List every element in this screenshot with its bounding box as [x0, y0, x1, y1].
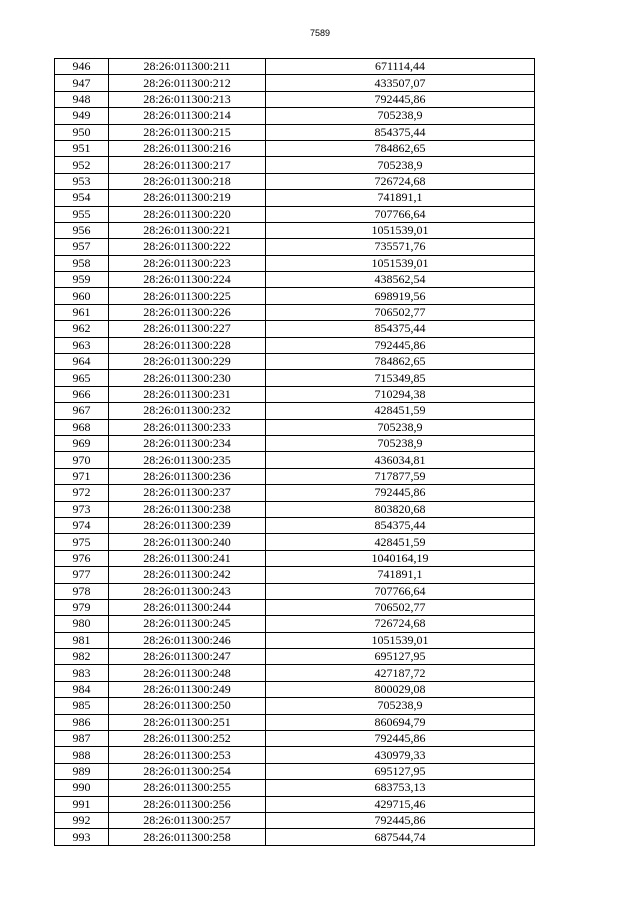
cadastral-number-cell: 28:26:011300:235 [109, 452, 266, 468]
row-number-cell: 975 [55, 534, 109, 550]
cadastral-number-cell: 28:26:011300:253 [109, 747, 266, 763]
row-number-cell: 990 [55, 780, 109, 796]
table-row [55, 222, 535, 238]
table-row [55, 370, 535, 386]
cadastral-value-cell: 735571,76 [266, 239, 535, 255]
table-row [55, 780, 535, 796]
table-row [55, 435, 535, 451]
cadastral-value-cell: 705238,9 [266, 698, 535, 714]
cadastral-number-cell: 28:26:011300:245 [109, 616, 266, 632]
table-row [55, 812, 535, 828]
table-row [55, 419, 535, 435]
cadastral-number-cell: 28:26:011300:249 [109, 681, 266, 697]
cadastral-number-cell: 28:26:011300:219 [109, 190, 266, 206]
cadastral-value-cell: 695127,95 [266, 649, 535, 665]
cadastral-number-cell: 28:26:011300:215 [109, 124, 266, 140]
cadastral-number-cell: 28:26:011300:229 [109, 354, 266, 370]
table-row [55, 452, 535, 468]
row-number-cell: 974 [55, 517, 109, 533]
table-row [55, 386, 535, 402]
row-number-cell: 962 [55, 321, 109, 337]
row-number-cell: 968 [55, 419, 109, 435]
cadastral-number-cell: 28:26:011300:257 [109, 812, 266, 828]
table-row [55, 550, 535, 566]
cadastral-number-cell: 28:26:011300:246 [109, 632, 266, 648]
table-row [55, 304, 535, 320]
row-number-cell: 949 [55, 108, 109, 124]
cadastral-number-cell: 28:26:011300:226 [109, 304, 266, 320]
cadastral-value-cell: 784862,65 [266, 140, 535, 156]
cadastral-value-cell: 427187,72 [266, 665, 535, 681]
cadastral-number-cell: 28:26:011300:213 [109, 91, 266, 107]
cadastral-number-cell: 28:26:011300:221 [109, 222, 266, 238]
cadastral-number-cell: 28:26:011300:250 [109, 698, 266, 714]
cadastral-number-cell: 28:26:011300:244 [109, 599, 266, 615]
cadastral-number-cell: 28:26:011300:232 [109, 403, 266, 419]
cadastral-number-cell: 28:26:011300:230 [109, 370, 266, 386]
cadastral-value-table [54, 58, 535, 846]
cadastral-number-cell: 28:26:011300:255 [109, 780, 266, 796]
cadastral-value-cell: 726724,68 [266, 173, 535, 189]
table-row [55, 665, 535, 681]
cadastral-number-cell: 28:26:011300:236 [109, 468, 266, 484]
table-row [55, 599, 535, 615]
cadastral-number-cell: 28:26:011300:233 [109, 419, 266, 435]
table-row [55, 140, 535, 156]
cadastral-number-cell: 28:26:011300:240 [109, 534, 266, 550]
cadastral-value-cell: 1040164,19 [266, 550, 535, 566]
table-row [55, 534, 535, 550]
table-row [55, 59, 535, 75]
table-row [55, 681, 535, 697]
cadastral-number-cell: 28:26:011300:234 [109, 435, 266, 451]
cadastral-value-cell: 800029,08 [266, 681, 535, 697]
cadastral-number-cell: 28:26:011300:214 [109, 108, 266, 124]
cadastral-number-cell: 28:26:011300:242 [109, 567, 266, 583]
row-number-cell: 972 [55, 485, 109, 501]
cadastral-number-cell: 28:26:011300:254 [109, 763, 266, 779]
cadastral-value-cell: 695127,95 [266, 763, 535, 779]
cadastral-value-cell: 792445,86 [266, 485, 535, 501]
cadastral-value-cell: 428451,59 [266, 403, 535, 419]
cadastral-value-cell: 792445,86 [266, 91, 535, 107]
table-row [55, 829, 535, 845]
table-row [55, 91, 535, 107]
row-number-cell: 964 [55, 354, 109, 370]
cadastral-value-cell: 803820,68 [266, 501, 535, 517]
cadastral-number-cell: 28:26:011300:220 [109, 206, 266, 222]
cadastral-value-cell: 854375,44 [266, 321, 535, 337]
row-number-cell: 965 [55, 370, 109, 386]
row-number-cell: 993 [55, 829, 109, 845]
row-number-cell: 976 [55, 550, 109, 566]
cadastral-number-cell: 28:26:011300:248 [109, 665, 266, 681]
table-row [55, 354, 535, 370]
row-number-cell: 960 [55, 288, 109, 304]
cadastral-value-cell: 741891,1 [266, 567, 535, 583]
cadastral-value-cell: 715349,85 [266, 370, 535, 386]
table-row [55, 583, 535, 599]
row-number-cell: 952 [55, 157, 109, 173]
table-row [55, 239, 535, 255]
cadastral-number-cell: 28:26:011300:228 [109, 337, 266, 353]
row-number-cell: 946 [55, 59, 109, 75]
cadastral-number-cell: 28:26:011300:227 [109, 321, 266, 337]
cadastral-value-cell: 854375,44 [266, 517, 535, 533]
cadastral-value-cell: 726724,68 [266, 616, 535, 632]
row-number-cell: 981 [55, 632, 109, 648]
table-row [55, 255, 535, 271]
table-row [55, 75, 535, 91]
table-row [55, 485, 535, 501]
cadastral-number-cell: 28:26:011300:241 [109, 550, 266, 566]
cadastral-value-cell: 792445,86 [266, 812, 535, 828]
row-number-cell: 956 [55, 222, 109, 238]
row-number-cell: 951 [55, 140, 109, 156]
cadastral-value-cell: 428451,59 [266, 534, 535, 550]
cadastral-number-cell: 28:26:011300:252 [109, 731, 266, 747]
table-row [55, 747, 535, 763]
cadastral-number-cell: 28:26:011300:212 [109, 75, 266, 91]
row-number-cell: 950 [55, 124, 109, 140]
row-number-cell: 959 [55, 272, 109, 288]
table-row [55, 501, 535, 517]
table-row [55, 321, 535, 337]
row-number-cell: 963 [55, 337, 109, 353]
row-number-cell: 961 [55, 304, 109, 320]
cadastral-number-cell: 28:26:011300:217 [109, 157, 266, 173]
row-number-cell: 979 [55, 599, 109, 615]
cadastral-number-cell: 28:26:011300:256 [109, 796, 266, 812]
cadastral-number-cell: 28:26:011300:243 [109, 583, 266, 599]
cadastral-value-cell: 1051539,01 [266, 255, 535, 271]
row-number-cell: 978 [55, 583, 109, 599]
cadastral-value-cell: 436034,81 [266, 452, 535, 468]
cadastral-number-cell: 28:26:011300:238 [109, 501, 266, 517]
table-row [55, 763, 535, 779]
cadastral-value-cell: 683753,13 [266, 780, 535, 796]
row-number-cell: 989 [55, 763, 109, 779]
table-body [55, 59, 535, 846]
cadastral-value-cell: 705238,9 [266, 419, 535, 435]
cadastral-value-cell: 429715,46 [266, 796, 535, 812]
table-row [55, 124, 535, 140]
cadastral-value-cell: 698919,56 [266, 288, 535, 304]
table-row [55, 403, 535, 419]
cadastral-number-cell: 28:26:011300:211 [109, 59, 266, 75]
cadastral-value-cell: 784862,65 [266, 354, 535, 370]
cadastral-value-cell: 854375,44 [266, 124, 535, 140]
cadastral-number-cell: 28:26:011300:231 [109, 386, 266, 402]
row-number-cell: 985 [55, 698, 109, 714]
cadastral-number-cell: 28:26:011300:216 [109, 140, 266, 156]
row-number-cell: 980 [55, 616, 109, 632]
cadastral-number-cell: 28:26:011300:251 [109, 714, 266, 730]
cadastral-number-cell: 28:26:011300:247 [109, 649, 266, 665]
table-row [55, 190, 535, 206]
cadastral-value-cell: 671114,44 [266, 59, 535, 75]
cadastral-value-cell: 705238,9 [266, 108, 535, 124]
cadastral-value-cell: 430979,33 [266, 747, 535, 763]
table-row [55, 567, 535, 583]
row-number-cell: 953 [55, 173, 109, 189]
row-number-cell: 983 [55, 665, 109, 681]
table-row [55, 173, 535, 189]
cadastral-value-cell: 706502,77 [266, 304, 535, 320]
row-number-cell: 977 [55, 567, 109, 583]
cadastral-number-cell: 28:26:011300:225 [109, 288, 266, 304]
table-row [55, 108, 535, 124]
cadastral-value-cell: 792445,86 [266, 731, 535, 747]
cadastral-number-cell: 28:26:011300:258 [109, 829, 266, 845]
table-row [55, 796, 535, 812]
cadastral-number-cell: 28:26:011300:223 [109, 255, 266, 271]
table-row [55, 517, 535, 533]
table-row [55, 714, 535, 730]
table-row [55, 337, 535, 353]
cadastral-value-cell: 710294,38 [266, 386, 535, 402]
cadastral-number-cell: 28:26:011300:218 [109, 173, 266, 189]
row-number-cell: 992 [55, 812, 109, 828]
row-number-cell: 987 [55, 731, 109, 747]
row-number-cell: 969 [55, 435, 109, 451]
cadastral-value-cell: 792445,86 [266, 337, 535, 353]
row-number-cell: 970 [55, 452, 109, 468]
row-number-cell: 954 [55, 190, 109, 206]
row-number-cell: 966 [55, 386, 109, 402]
cadastral-value-cell: 741891,1 [266, 190, 535, 206]
cadastral-value-cell: 438562,54 [266, 272, 535, 288]
row-number-cell: 973 [55, 501, 109, 517]
cadastral-number-cell: 28:26:011300:224 [109, 272, 266, 288]
row-number-cell: 988 [55, 747, 109, 763]
cadastral-number-cell: 28:26:011300:237 [109, 485, 266, 501]
row-number-cell: 986 [55, 714, 109, 730]
cadastral-value-cell: 705238,9 [266, 435, 535, 451]
row-number-cell: 955 [55, 206, 109, 222]
table-row [55, 616, 535, 632]
table-row [55, 272, 535, 288]
table-row [55, 468, 535, 484]
table-row [55, 649, 535, 665]
row-number-cell: 991 [55, 796, 109, 812]
row-number-cell: 982 [55, 649, 109, 665]
page-number: 7589 [309, 28, 331, 38]
cadastral-value-cell: 1051539,01 [266, 632, 535, 648]
cadastral-value-cell: 433507,07 [266, 75, 535, 91]
cadastral-value-cell: 1051539,01 [266, 222, 535, 238]
cadastral-value-cell: 860694,79 [266, 714, 535, 730]
table-row [55, 698, 535, 714]
table-row [55, 288, 535, 304]
row-number-cell: 984 [55, 681, 109, 697]
table-row [55, 157, 535, 173]
table-row [55, 206, 535, 222]
row-number-cell: 947 [55, 75, 109, 91]
cadastral-value-cell: 706502,77 [266, 599, 535, 615]
row-number-cell: 948 [55, 91, 109, 107]
cadastral-value-cell: 707766,64 [266, 206, 535, 222]
table-row [55, 632, 535, 648]
cadastral-value-cell: 717877,59 [266, 468, 535, 484]
row-number-cell: 967 [55, 403, 109, 419]
table-row [55, 731, 535, 747]
row-number-cell: 958 [55, 255, 109, 271]
cadastral-number-cell: 28:26:011300:222 [109, 239, 266, 255]
cadastral-number-cell: 28:26:011300:239 [109, 517, 266, 533]
row-number-cell: 971 [55, 468, 109, 484]
cadastral-value-cell: 707766,64 [266, 583, 535, 599]
row-number-cell: 957 [55, 239, 109, 255]
cadastral-value-cell: 705238,9 [266, 157, 535, 173]
cadastral-value-cell: 687544,74 [266, 829, 535, 845]
